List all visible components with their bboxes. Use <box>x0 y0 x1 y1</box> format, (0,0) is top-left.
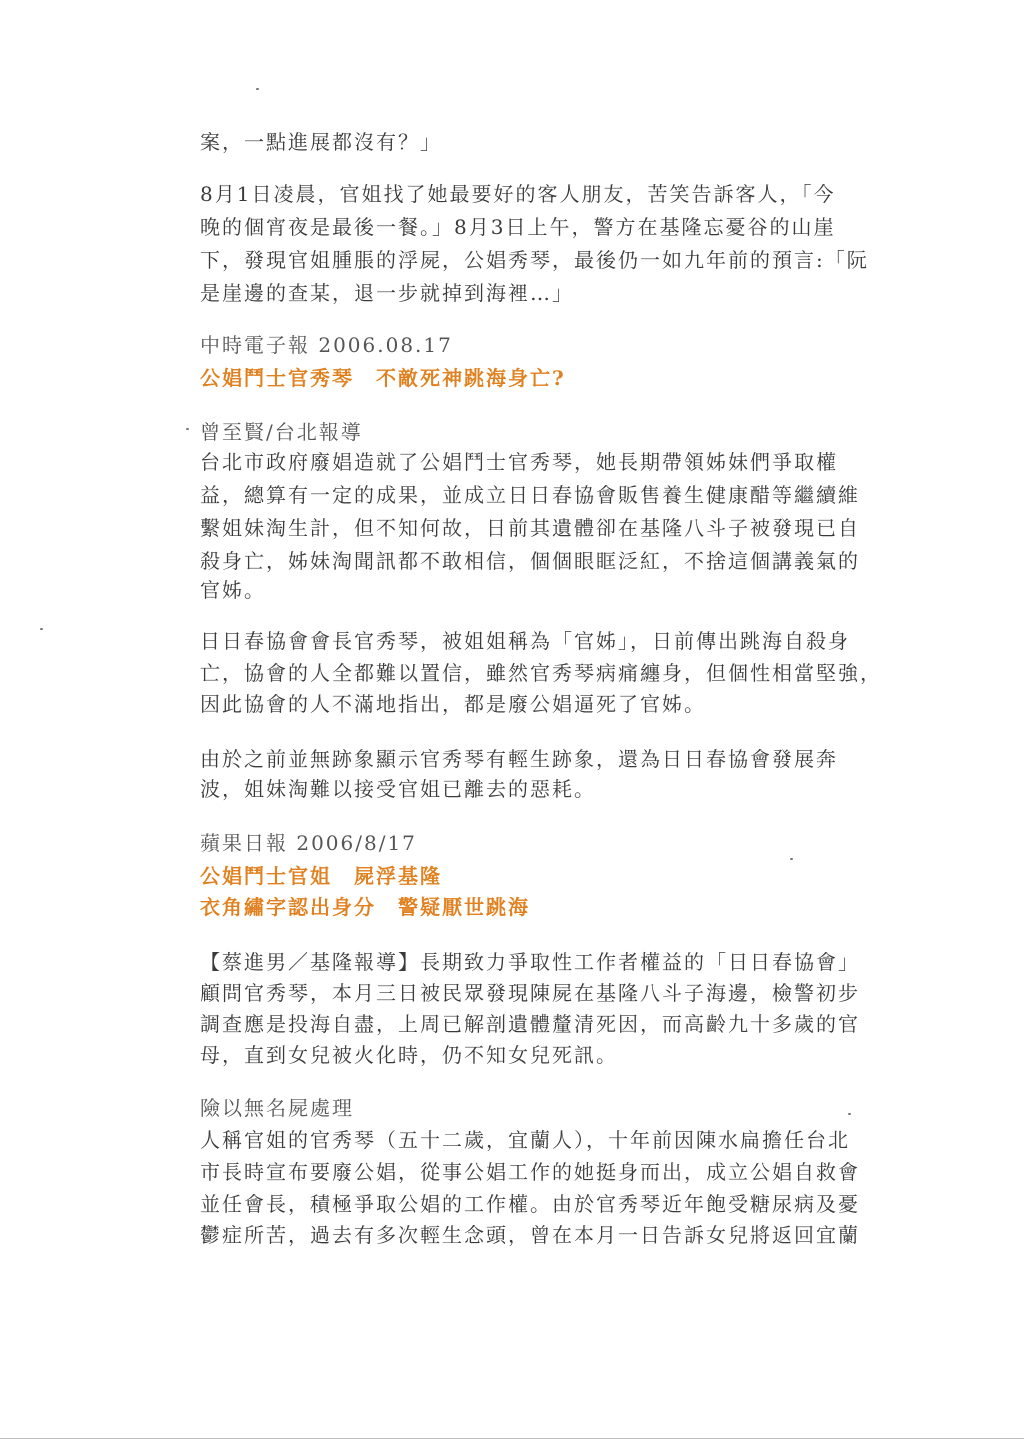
text-line-18: 波，姐妹淘難以接受官姐已離去的惡耗。 <box>200 777 596 801</box>
text-line-1: 案，一點進展都沒有？」 <box>200 130 442 154</box>
headline-appledaily-1: 公娼鬥士官姐 屍浮基隆 <box>200 864 442 888</box>
text-line-16: 因此協會的人不滿地指出，都是廢公娼逼死了官姊。 <box>200 692 706 716</box>
headline-appledaily-2: 衣角繡字認出身分 警疑厭世跳海 <box>200 895 530 919</box>
text-line-25: 母，直到女兒被火化時，仍不知女兒死訊。 <box>200 1043 618 1067</box>
text-line-4: 下，發現官姐腫脹的浮屍，公娼秀琴，最後仍一如九年前的預言:「阮 <box>200 248 869 272</box>
text-line-3: 晚的個宵夜是最後一餐。」8月3日上午，警方在基隆忘憂谷的山崖 <box>200 215 836 239</box>
text-line-24: 調查應是投海自盡，上周已解剖遺體釐清死因，而高齡九十多歲的官 <box>200 1012 860 1036</box>
scan-speck <box>256 88 259 90</box>
text-line-23: 顧問官秀琴，本月三日被民眾發現陳屍在基隆八斗子海邊，檢警初步 <box>200 981 860 1005</box>
text-line-14: 日日春協會會長官秀琴，被姐姐稱為「官姊」，日前傳出跳海自殺身 <box>200 629 850 653</box>
text-line-13: 官姊。 <box>200 578 266 602</box>
scan-speck <box>790 858 793 860</box>
text-line-29: 並任會長，積極爭取公娼的工作權。由於官秀琴近年飽受糖尿病及憂 <box>200 1192 860 1216</box>
subheading-unnamed-body: 險以無名屍處理 <box>200 1096 354 1120</box>
text-line-28: 市長時宣布要廢公娼，從事公娼工作的她挺身而出，成立公娼自救會 <box>200 1160 860 1184</box>
headline-chinatimes: 公娼鬥士官秀琴 不敵死神跳海身亡? <box>200 366 566 390</box>
text-line-17: 由於之前並無跡象顯示官秀琴有輕生跡象，還為日日春協會發展奔 <box>200 747 838 771</box>
byline-chinatimes: 曾至賢/台北報導 <box>200 420 363 444</box>
text-line-2: 8月1日凌晨，官姐找了她最要好的客人朋友，苦笑告訴客人，「今 <box>200 182 836 206</box>
scan-speck <box>848 1113 851 1115</box>
text-line-22: 【蔡進男／基隆報導】長期致力爭取性工作者權益的「日日春協會」 <box>200 950 860 974</box>
text-line-30: 鬱症所苦，過去有多次輕生念頭，曾在本月一日告訴女兒將返回宜蘭 <box>200 1223 860 1247</box>
text-line-15: 亡，協會的人全都難以置信，雖然官秀琴病痛纏身，但個性相當堅強， <box>200 661 882 685</box>
text-line-9: 台北市政府廢娼造就了公娼鬥士官秀琴，她長期帶領姊妹們爭取權 <box>200 450 838 474</box>
source-line-chinatimes: 中時電子報 2006.08.17 <box>200 333 453 357</box>
scan-speck <box>40 628 43 630</box>
text-line-11: 繫姐妹淘生計，但不知何故，日前其遺體卻在基隆八斗子被發現已自 <box>200 516 860 540</box>
scan-speck <box>186 428 189 430</box>
text-line-10: 益，總算有一定的成果，並成立日日春協會販售養生健康醋等繼續維 <box>200 483 860 507</box>
scan-bottom-edge <box>0 1438 1024 1439</box>
source-line-appledaily: 蘋果日報 2006/8/17 <box>200 831 417 855</box>
text-line-5: 是崖邊的查某，退一步就掉到海裡…」 <box>200 281 574 305</box>
text-line-27: 人稱官姐的官秀琴（五十二歲，宜蘭人），十年前因陳水扁擔任台北 <box>200 1128 850 1152</box>
text-line-12: 殺身亡，姊妹淘聞訊都不敢相信，個個眼眶泛紅，不捨這個講義氣的 <box>200 549 860 573</box>
